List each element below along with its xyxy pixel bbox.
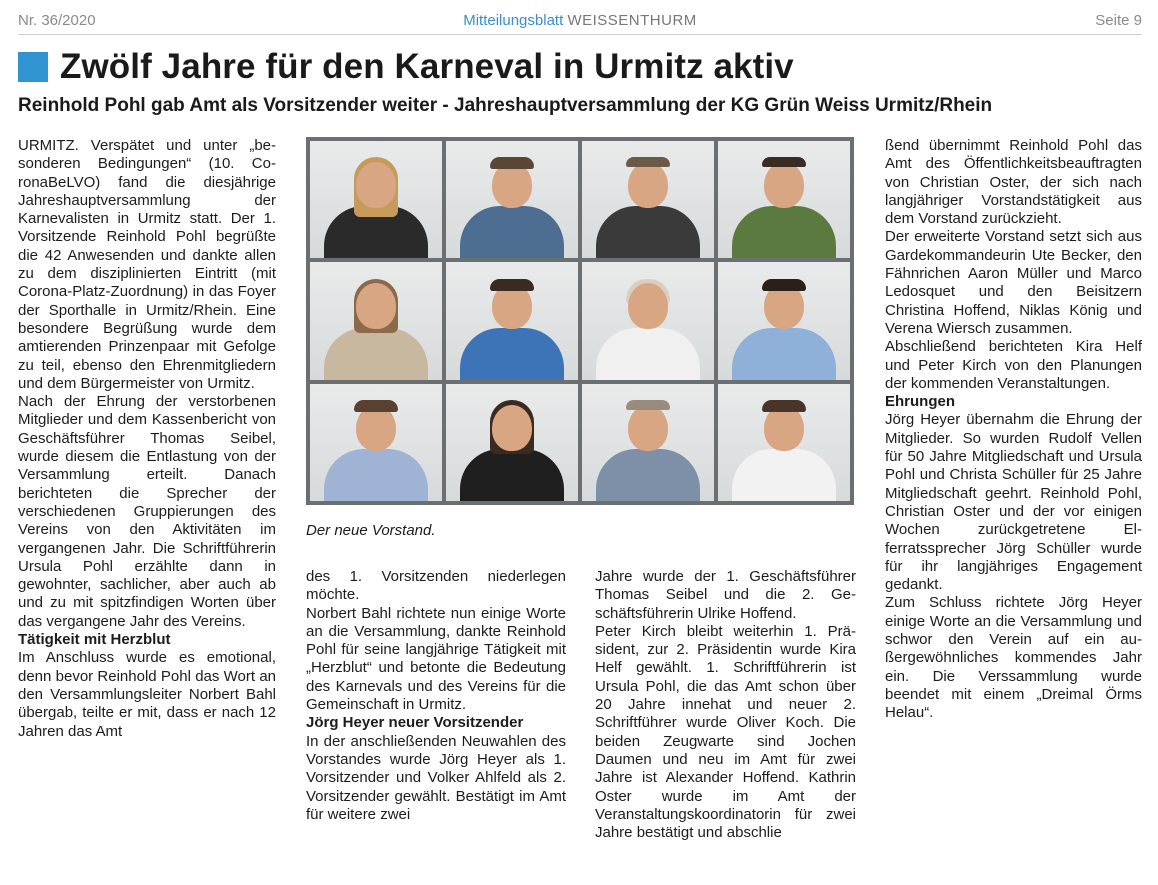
- paragraph: Nach der Ehrung der verstorbenen Mitglieder und dem Kassenbericht von Geschäftsführer Thomas Seibel, wurde diesem die Entlastung von der Versammlung erteilt. Danach berichteten die Sprecher der verschiedenen Gruppierungen des Vereins von den Aktivitäten im vergangenen Jahr. Die Schriftführerin Ursula Pohl erzählte dann in gewohnter, sachlicher, aber auch ab und zu mit spitzfindigen Worten über das vergangene Jahr des Vereins.: [18, 393, 276, 630]
- paragraph: Norbert Bahl richtete nun einige Worte an die Versammlung, dankte Reinhold Pohl für seine langjährige Tätigkeit mit „Herzblut“ und betonte die Bedeutung des Karnevals und des Vereins für die Gemeinschaft in Urmitz.: [306, 604, 566, 714]
- publication-brand: Mitteilungsblatt: [463, 12, 564, 29]
- portrait-tile: [582, 262, 714, 379]
- article-subtitle: Reinhold Pohl gab Amt als Vorsitzender weiter - Jahreshauptversammlung der KG Grün Weiss Urmitz/Rhein: [18, 95, 993, 116]
- paragraph: Peter Kirch bleibt weiterhin 1. Präsident, zur 2. Präsidentin wurde Kira Helf gewählt. 1. Schriftführerin ist Ursula Pohl, die das Amt schon über 20 Jahre innehat und neuer 2. Schriftführer wurde Oliver Koch. Die beiden Zeugwarte sind Jochen Daumen und neu im Amt für zwei Jahre ist Alexander Hoffend. Kathrin Oster wurde im Amt der Veranstaltungskoordinatorin für zwei Jahre bestätigt und abschlie: [595, 622, 856, 842]
- paragraph: Jahre wurde der 1. Geschäftsführer Thomas Seibel und die 2. Geschäftsführerin Ulrike Hoffend.: [595, 568, 856, 622]
- photo-caption: Der neue Vorstand.: [306, 522, 436, 539]
- publication-name: [18, 12, 1142, 29]
- portrait-tile: [446, 141, 578, 258]
- section-heading: Jörg Heyer neuer Vorsitzender: [306, 714, 524, 732]
- article-title: Zwölf Jahre für den Karneval in Urmitz aktiv: [60, 47, 794, 86]
- portrait-tile: [582, 141, 714, 258]
- paragraph: Zum Schluss richtete Jörg Heyer einige Worte an die Versammlung und schwor den Verein auf ein außergewöhnliches kommendes Jahr ein. Die Verssammlung wurde beendet mit einem „Dreimal Örms Helau“.: [885, 594, 1142, 722]
- paragraph: Im Anschluss wurde es emotional, denn bevor Reinhold Pohl das Wort an den Versammlungsleiter Norbert Bahl übergab, teilte er mit, dass er nach 12 Jahren das Amt: [18, 649, 276, 740]
- portrait-tile: [718, 262, 850, 379]
- text-column-3: [595, 568, 856, 842]
- title-square-icon: [18, 52, 48, 82]
- text-column-2: [306, 568, 566, 824]
- page-number: Seite 9: [1095, 12, 1142, 29]
- portrait-tile: [582, 384, 714, 501]
- paragraph: Jörg Heyer übernahm die Ehrung der Mitglieder. So wurden Rudolf Vellen für 50 Jahre Mitgliedschaft und Ursula Pohl und Christa Schüller für 25 Jahre Mitgliedschaft geehrt. Reinhold Pohl, Christian Oster und der vor einigen Wochen zurückgetretene Elferratssprecher Jörg Schüller wurde für ihr langjähriges Engagement gedankt.: [885, 411, 1142, 594]
- section-heading: Ehrungen: [885, 393, 955, 411]
- paragraph: In der anschließenden Neuwahlen des Vorstandes wurde Jörg Heyer als 1. Vorsitzender und Volker Ahlfeld als 2. Vorsitzender gewählt. Bestätigt im Amt für weitere zwei: [306, 732, 566, 823]
- text-column-1: [18, 137, 276, 741]
- portrait-tile: [446, 262, 578, 379]
- portrait-tile: [718, 141, 850, 258]
- paragraph: des 1. Vorsitzenden niederlegen möchte.: [306, 568, 566, 604]
- paragraph: Abschließend berichteten Kira Helf und Peter Kirch von den Planungen der kommenden Veranstaltungen.: [885, 338, 1142, 392]
- header-divider: [18, 34, 1142, 35]
- portrait-tile: [310, 262, 442, 379]
- portrait-tile: [718, 384, 850, 501]
- paragraph: ßend übernimmt Reinhold Pohl das Amt des Öffentlichkeitsbeauftragten von Christian Oster, der sich nach langjähriger Vorstandstätigkeit aus dem Vorstand zurückzieht.: [885, 137, 1142, 228]
- text-column-4: [885, 137, 1142, 723]
- portrait-tile: [310, 141, 442, 258]
- paragraph: URMITZ. Verspätet und unter „besonderen Bedingungen“ (10. CoronaBeLVO) fand die diesjährige Jahreshauptversammlung der Karnevalisten in Urmitz statt. Der 1. Vorsitzende Reinhold Pohl begrüßte die 42 Anwesenden und dankte allen zu dem disziplinierten Eintritt (mit Corona-Platz-Zuordnung) in das Foyer der Sporthalle in Urmitz/Rhein. Eine besondere Begrüßung wurde dem amtierenden Prinzenpaar mit Gefolge zu teil, ebenso den Ehrenmitgliedern und dem Bürgermeister von Urmitz.: [18, 137, 276, 392]
- group-photo: [306, 137, 854, 505]
- portrait-tile: [446, 384, 578, 501]
- issue-number: Nr. 36/2020: [18, 12, 96, 29]
- portrait-tile: [310, 384, 442, 501]
- paragraph: Der erweiterte Vorstand setzt sich aus Gardekommandeurin Ute Becker, den Fähnrichen Aaron Müller und Marco Ledosquet und den Beisitzern Christina Hoffend, Niklas König und Verena Wiersch zusammen.: [885, 228, 1142, 337]
- page-header: [18, 12, 1142, 34]
- publication-place: WEISSENTHURM: [567, 12, 697, 29]
- article-title-row: [18, 47, 794, 87]
- section-heading: Tätigkeit mit Herzblut: [18, 631, 171, 649]
